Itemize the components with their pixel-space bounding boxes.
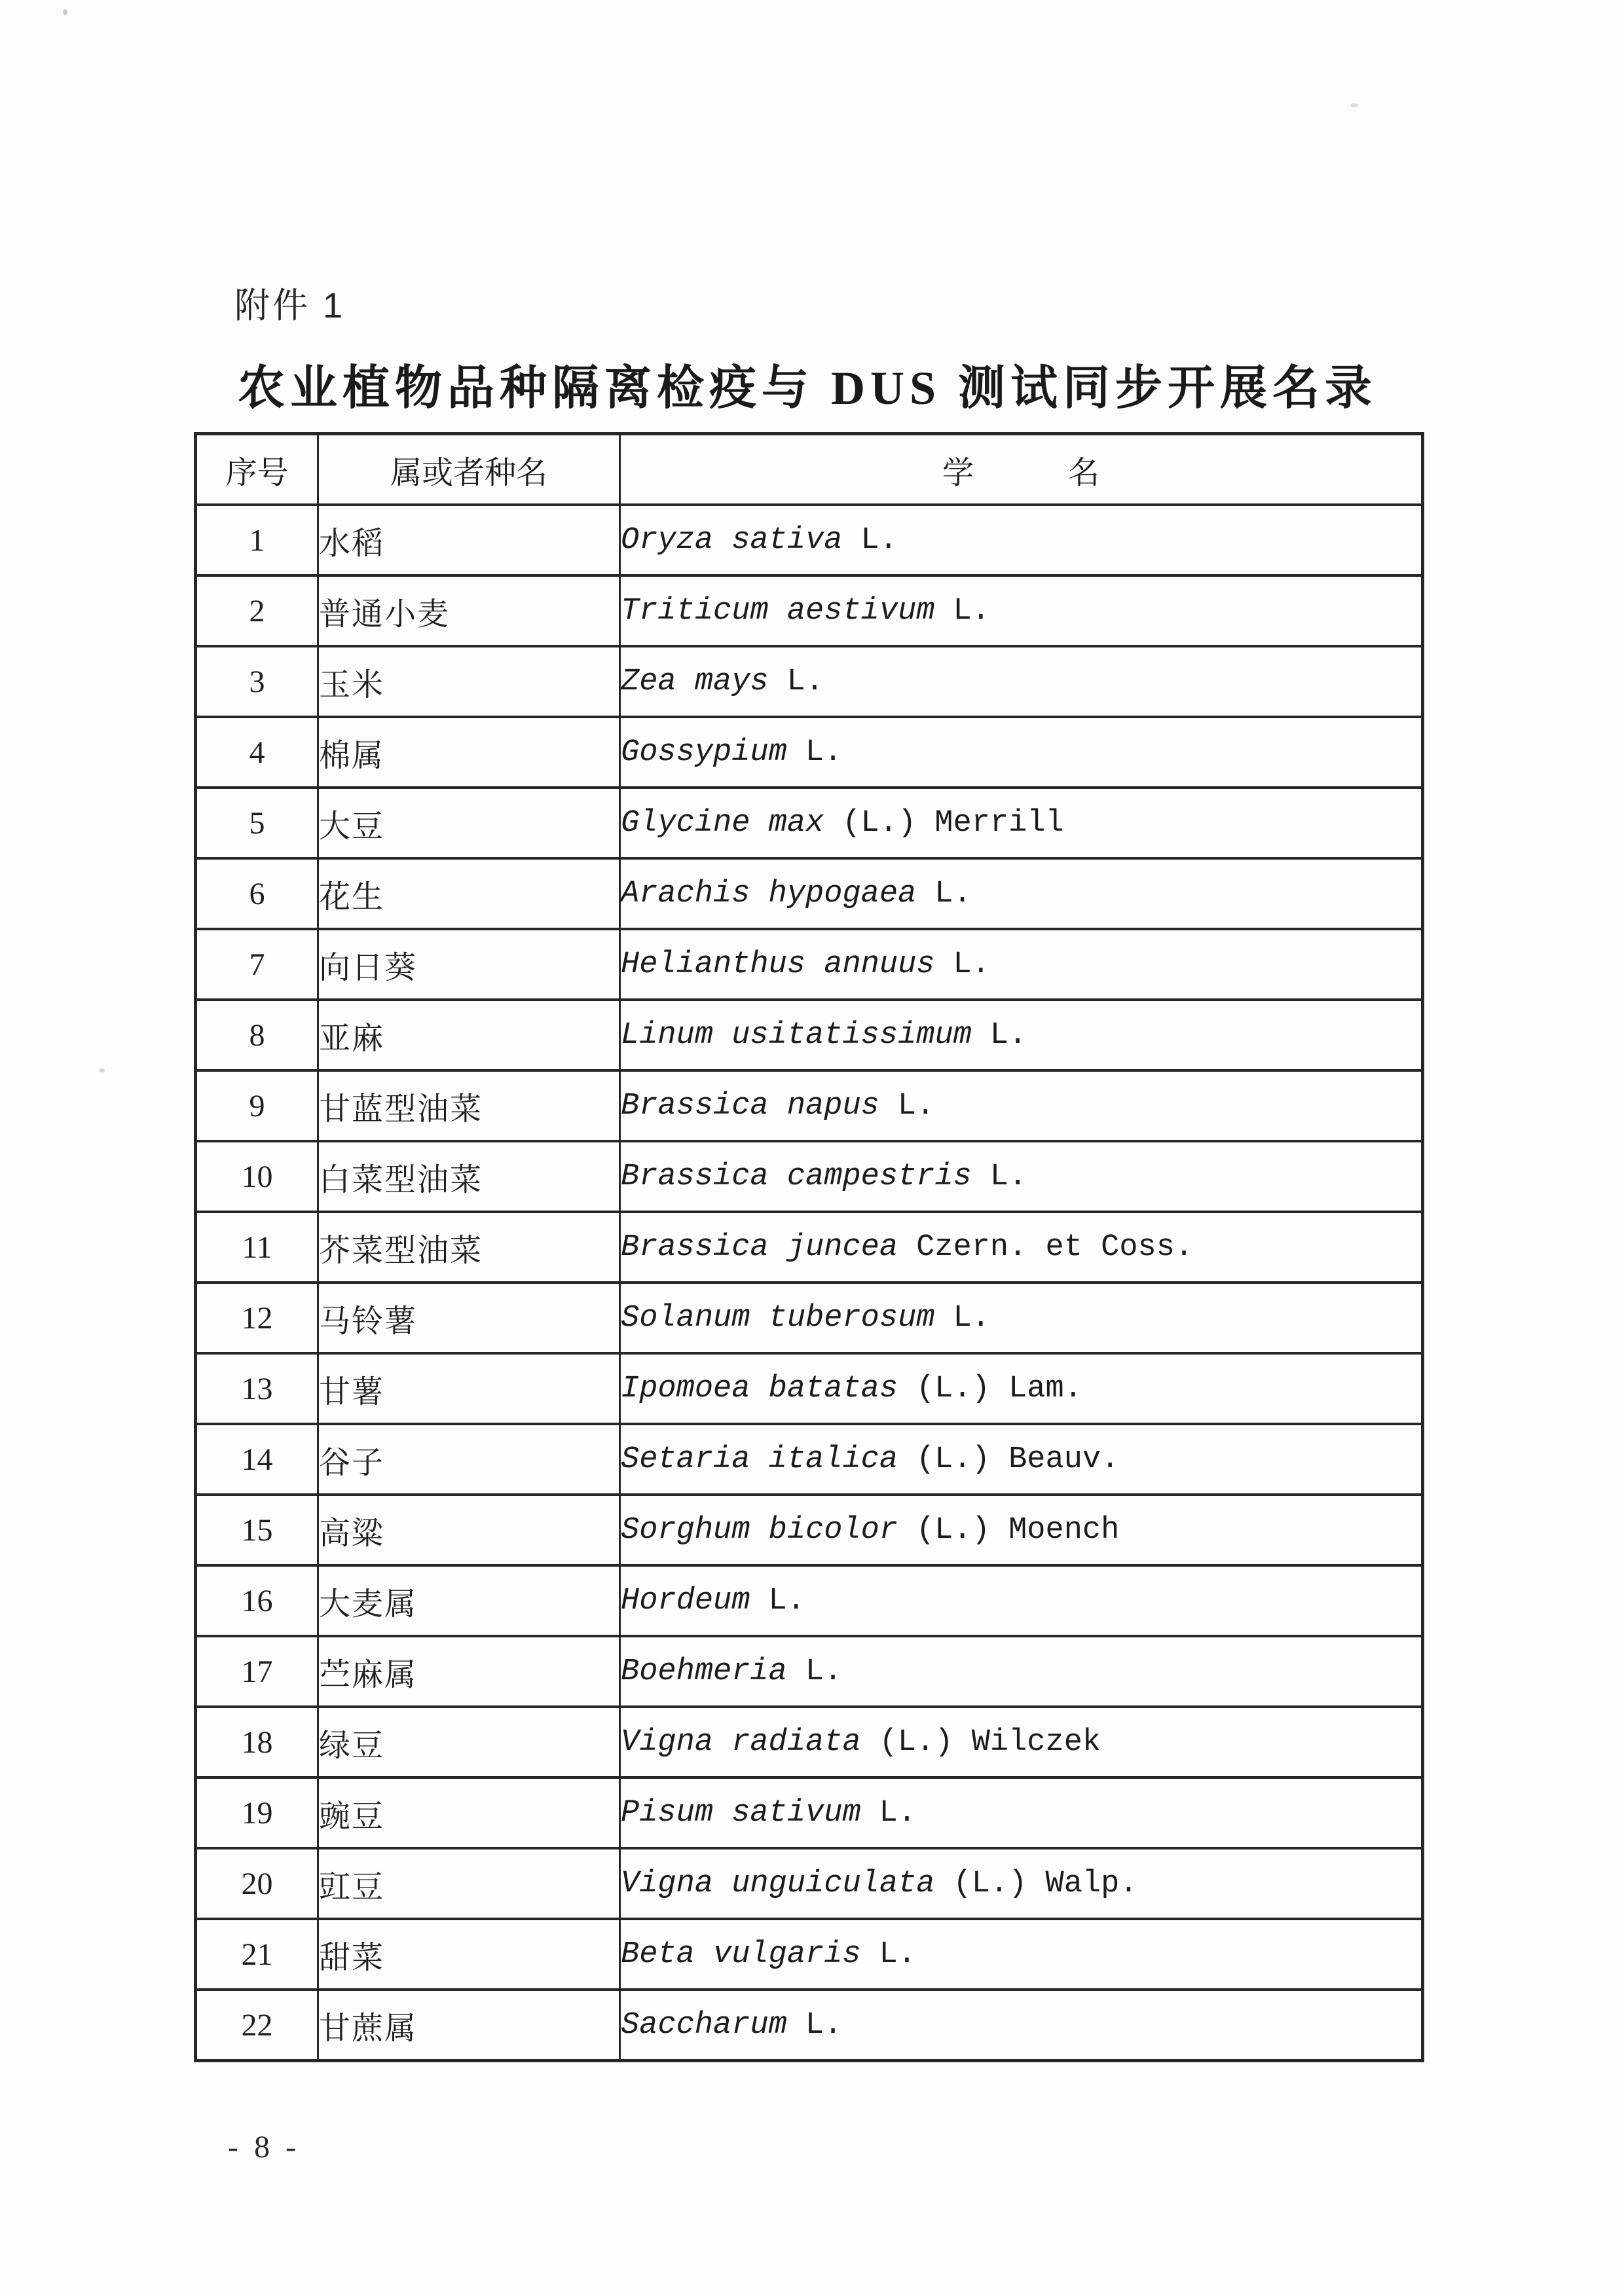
row-name-cn: 向日葵 xyxy=(318,929,620,1000)
table-row xyxy=(196,1141,1423,1212)
scientific-binomial: Pisum sativum xyxy=(621,1795,861,1831)
species-table xyxy=(194,432,1424,2062)
row-scientific-name xyxy=(620,1777,1423,1848)
table-row xyxy=(196,1919,1423,1990)
page-title: 农业植物品种隔离检疫与 DUS 测试同步开展名录 xyxy=(237,362,1378,414)
row-scientific-name xyxy=(620,646,1423,717)
table-row xyxy=(196,1848,1423,1919)
scientific-authority: (L.) Wilczek xyxy=(879,1724,1101,1760)
row-index: 22 xyxy=(196,1990,318,2061)
row-index: 6 xyxy=(196,858,318,929)
row-name-cn: 大豆 xyxy=(318,788,620,858)
row-scientific-name xyxy=(620,1565,1423,1636)
scientific-authority: L. xyxy=(805,1654,843,1689)
row-name-cn: 绿豆 xyxy=(318,1707,620,1777)
table-row xyxy=(196,929,1423,1000)
table-row xyxy=(196,646,1423,717)
row-name-cn: 亚麻 xyxy=(318,1000,620,1070)
row-name-cn: 高粱 xyxy=(318,1495,620,1565)
table-row xyxy=(196,717,1423,788)
scientific-binomial: Triticum aestivum xyxy=(621,593,935,629)
scientific-binomial: Saccharum xyxy=(621,2007,787,2043)
scientific-binomial: Glycine max xyxy=(621,805,824,841)
row-index: 1 xyxy=(196,505,318,575)
scientific-binomial: Linum usitatissimum xyxy=(621,1017,972,1053)
scientific-authority: L. xyxy=(860,522,898,558)
table-header xyxy=(196,434,1423,505)
scientific-binomial: Solanum tuberosum xyxy=(621,1300,935,1336)
scientific-authority: L. xyxy=(989,1017,1027,1053)
scientific-binomial: Brassica napus xyxy=(621,1088,879,1123)
row-index: 13 xyxy=(196,1353,318,1424)
header-genus-or-species: 属或者种名 xyxy=(318,434,620,505)
table-row xyxy=(196,1212,1423,1283)
row-index: 21 xyxy=(196,1919,318,1990)
row-name-cn: 马铃薯 xyxy=(318,1283,620,1353)
table-row xyxy=(196,1424,1423,1495)
row-name-cn: 甘薯 xyxy=(318,1353,620,1424)
row-index: 4 xyxy=(196,717,318,788)
row-scientific-name xyxy=(620,1070,1423,1141)
scientific-authority: L. xyxy=(897,1088,935,1123)
scan-speckle xyxy=(100,1068,105,1072)
row-name-cn: 甜菜 xyxy=(318,1919,620,1990)
scientific-authority: L. xyxy=(934,876,972,911)
row-index: 3 xyxy=(196,646,318,717)
scientific-binomial: Arachis hypogaea xyxy=(621,876,917,911)
row-scientific-name xyxy=(620,929,1423,1000)
attachment-label: 附件 1 xyxy=(234,286,346,325)
row-index: 15 xyxy=(196,1495,318,1565)
scientific-authority: Czern. et Coss. xyxy=(916,1230,1194,1265)
row-index: 14 xyxy=(196,1424,318,1495)
scientific-binomial: Beta vulgaris xyxy=(621,1937,861,1972)
scientific-authority: L. xyxy=(953,1300,990,1336)
row-scientific-name xyxy=(620,788,1423,858)
scientific-binomial: Vigna radiata xyxy=(621,1724,861,1760)
scientific-authority: (L.) Merrill xyxy=(842,805,1064,841)
scientific-authority: L. xyxy=(953,593,990,629)
scientific-authority: L. xyxy=(768,1583,805,1618)
table-row xyxy=(196,1495,1423,1565)
row-name-cn: 豌豆 xyxy=(318,1777,620,1848)
row-name-cn: 甘蓝型油菜 xyxy=(318,1070,620,1141)
row-index: 5 xyxy=(196,788,318,858)
row-scientific-name xyxy=(620,1848,1423,1919)
row-index: 7 xyxy=(196,929,318,1000)
row-index: 2 xyxy=(196,575,318,646)
scientific-authority: L. xyxy=(953,947,990,982)
row-index: 18 xyxy=(196,1707,318,1777)
row-index: 20 xyxy=(196,1848,318,1919)
row-name-cn: 大麦属 xyxy=(318,1565,620,1636)
table-header-row xyxy=(196,434,1423,505)
scientific-authority: L. xyxy=(805,735,843,770)
scientific-binomial: Zea mays xyxy=(621,664,769,699)
table-row xyxy=(196,1565,1423,1636)
scientific-binomial: Ipomoea batatas xyxy=(621,1371,898,1406)
table-row xyxy=(196,1636,1423,1707)
scientific-authority: (L.) Walp. xyxy=(953,1866,1138,1901)
page-number: - 8 - xyxy=(228,2130,300,2164)
row-name-cn: 豇豆 xyxy=(318,1848,620,1919)
row-name-cn: 普通小麦 xyxy=(318,575,620,646)
scientific-binomial: Brassica campestris xyxy=(621,1159,972,1194)
row-name-cn: 芥菜型油菜 xyxy=(318,1212,620,1283)
table-row xyxy=(196,575,1423,646)
row-index: 8 xyxy=(196,1000,318,1070)
table-row xyxy=(196,505,1423,575)
scientific-authority: (L.) Beauv. xyxy=(916,1442,1120,1477)
row-scientific-name xyxy=(620,858,1423,929)
scientific-authority: (L.) Moench xyxy=(916,1512,1120,1548)
row-scientific-name xyxy=(620,1919,1423,1990)
row-scientific-name xyxy=(620,505,1423,575)
table-row xyxy=(196,788,1423,858)
row-scientific-name xyxy=(620,1000,1423,1070)
table-row xyxy=(196,1707,1423,1777)
row-index: 11 xyxy=(196,1212,318,1283)
table-row xyxy=(196,1070,1423,1141)
row-index: 10 xyxy=(196,1141,318,1212)
row-name-cn: 白菜型油菜 xyxy=(318,1141,620,1212)
scientific-binomial: Hordeum xyxy=(621,1583,750,1618)
row-index: 12 xyxy=(196,1283,318,1353)
scientific-binomial: Setaria italica xyxy=(621,1442,898,1477)
scientific-authority: (L.) Lam. xyxy=(916,1371,1082,1406)
row-name-cn: 苎麻属 xyxy=(318,1636,620,1707)
row-name-cn: 玉米 xyxy=(318,646,620,717)
row-scientific-name xyxy=(620,1141,1423,1212)
row-name-cn: 水稻 xyxy=(318,505,620,575)
row-scientific-name xyxy=(620,1990,1423,2061)
table-row xyxy=(196,1283,1423,1353)
row-index: 17 xyxy=(196,1636,318,1707)
row-name-cn: 甘蔗属 xyxy=(318,1990,620,2061)
row-scientific-name xyxy=(620,1283,1423,1353)
table-row xyxy=(196,858,1423,929)
table-row xyxy=(196,1353,1423,1424)
table-row xyxy=(196,1000,1423,1070)
row-scientific-name xyxy=(620,717,1423,788)
row-scientific-name xyxy=(620,1424,1423,1495)
table-body xyxy=(196,505,1423,2061)
scientific-binomial: Brassica juncea xyxy=(621,1230,898,1265)
row-scientific-name xyxy=(620,1495,1423,1565)
scientific-binomial: Sorghum bicolor xyxy=(621,1512,898,1548)
row-index: 16 xyxy=(196,1565,318,1636)
scientific-authority: L. xyxy=(805,2007,843,2043)
row-name-cn: 谷子 xyxy=(318,1424,620,1495)
table-row xyxy=(196,1990,1423,2061)
scientific-binomial: Vigna unguiculata xyxy=(621,1866,935,1901)
table-row xyxy=(196,1777,1423,1848)
row-scientific-name xyxy=(620,1707,1423,1777)
header-scientific-name: 学 名 xyxy=(620,434,1423,505)
row-name-cn: 棉属 xyxy=(318,717,620,788)
scientific-authority: L. xyxy=(989,1159,1027,1194)
header-index: 序号 xyxy=(196,434,318,505)
scientific-binomial: Gossypium xyxy=(621,735,787,770)
scientific-binomial: Oryza sativa xyxy=(621,522,843,558)
scientific-authority: L. xyxy=(879,1937,917,1972)
row-name-cn: 花生 xyxy=(318,858,620,929)
row-scientific-name xyxy=(620,575,1423,646)
scan-speckle xyxy=(1350,103,1358,107)
row-scientific-name xyxy=(620,1353,1423,1424)
scientific-authority: L. xyxy=(879,1795,917,1831)
scientific-binomial: Boehmeria xyxy=(621,1654,787,1689)
row-index: 19 xyxy=(196,1777,318,1848)
scan-speckle xyxy=(63,9,67,15)
row-scientific-name xyxy=(620,1212,1423,1283)
scientific-binomial: Helianthus annuus xyxy=(621,947,935,982)
row-scientific-name xyxy=(620,1636,1423,1707)
scientific-authority: L. xyxy=(786,664,824,699)
row-index: 9 xyxy=(196,1070,318,1141)
